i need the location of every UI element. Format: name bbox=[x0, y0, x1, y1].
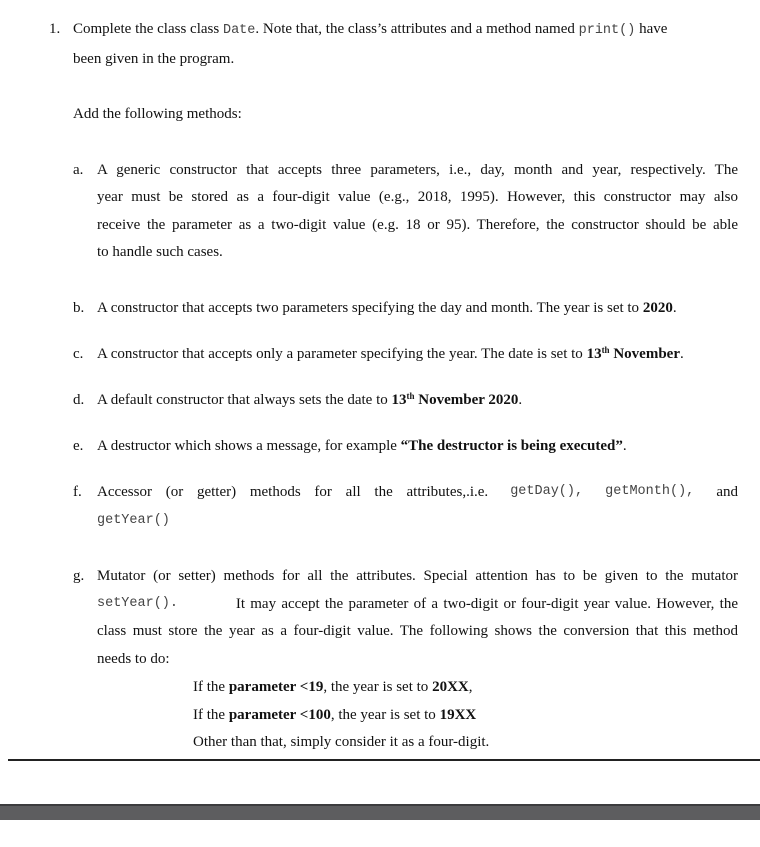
rule-2 bbox=[193, 705, 476, 725]
add-methods-heading: Add the following methods: bbox=[73, 106, 242, 122]
item-c-bold-num: 13 bbox=[586, 346, 602, 362]
item-a-marker: a. bbox=[73, 162, 84, 178]
setyear-code: setYear(). bbox=[97, 596, 179, 611]
intro-text: . Note that, the class’s attributes and a method named bbox=[255, 21, 579, 37]
item-f-line-1 bbox=[97, 482, 738, 502]
intro-line-2: been given in the program. bbox=[73, 51, 235, 67]
item-d-bold-num: 13 bbox=[391, 392, 407, 408]
item-a-line-2: year must be stored as a four-digit value (e.g., 2018, 1995). However, this constructor may also bbox=[97, 189, 738, 205]
bottom-bar bbox=[0, 806, 760, 820]
rule-text: , bbox=[468, 679, 473, 695]
item-c-line bbox=[97, 344, 684, 364]
class-name-code: Date bbox=[222, 23, 256, 38]
item-d-sup: th bbox=[406, 391, 415, 401]
item-e-marker: e. bbox=[73, 438, 84, 454]
horizontal-rule bbox=[8, 759, 760, 761]
rule-text: , the year is set to bbox=[323, 679, 433, 695]
item-g-line-4: needs to do: bbox=[97, 651, 170, 667]
item-d-text: A default constructor that always sets the date to bbox=[97, 392, 392, 408]
item-d-end: . bbox=[518, 392, 523, 408]
rule-bold: parameter <19 bbox=[228, 679, 324, 695]
intro-text: Complete the class class bbox=[73, 21, 223, 37]
item-b-text: A constructor that accepts two parameters specifying the day and month. The year is set to bbox=[97, 300, 643, 316]
item-g-line-2-text: It may accept the parameter of a two-digit or four-digit year value. However, the bbox=[235, 596, 738, 612]
rule-bold: 19XX bbox=[439, 707, 477, 723]
rule-text: If the bbox=[193, 707, 229, 723]
item-b-line bbox=[97, 298, 677, 318]
rule-bold: parameter <100 bbox=[228, 707, 331, 723]
item-b-marker: b. bbox=[73, 300, 85, 316]
item-c-sup: th bbox=[601, 345, 610, 355]
item-c-end: . bbox=[679, 346, 684, 362]
rule-3: Other than that, simply consider it as a four-digit. bbox=[193, 734, 490, 750]
item-e-end: . bbox=[622, 438, 627, 454]
item-g-line-2 bbox=[97, 594, 738, 614]
item-f-line-2 bbox=[97, 509, 170, 531]
item-d-line bbox=[97, 390, 522, 410]
item-c-marker: c. bbox=[73, 346, 84, 362]
item-f-and: and bbox=[716, 484, 738, 500]
item-e-bold: “The destructor is being executed” bbox=[400, 438, 623, 454]
item-g-line-3: class must store the year as a four-digit value. The following shows the conversion that this method bbox=[97, 623, 738, 639]
question-number: 1. bbox=[49, 21, 61, 37]
print-method-code: print() bbox=[578, 23, 636, 38]
item-b-bold: 2020 bbox=[642, 300, 673, 316]
intro-line-1 bbox=[73, 19, 667, 41]
intro-text: have bbox=[635, 21, 668, 37]
item-f-text: Accessor (or getter) methods for all the attributes,.i.e. bbox=[97, 484, 489, 500]
item-b-end: . bbox=[672, 300, 677, 316]
item-a-line-4: to handle such cases. bbox=[97, 244, 223, 260]
item-c-bold-month: November bbox=[609, 346, 680, 362]
item-a-line-1: A generic constructor that accepts three parameters, i.e., day, month and year, respectively. The bbox=[97, 162, 738, 178]
item-e-text: A destructor which shows a message, for example bbox=[97, 438, 401, 454]
item-d-marker: d. bbox=[73, 392, 85, 408]
rule-text: If the bbox=[193, 679, 229, 695]
item-c-text: A constructor that accepts only a parameter specifying the year. The date is set to bbox=[97, 346, 587, 362]
item-d-bold-rest: November 2020 bbox=[414, 392, 519, 408]
item-g-line-1: Mutator (or setter) methods for all the attributes. Special attention has to be given to the mutator bbox=[97, 568, 738, 584]
item-f-marker: f. bbox=[73, 484, 82, 500]
rule-1 bbox=[193, 677, 472, 697]
item-g-marker: g. bbox=[73, 568, 85, 584]
item-e-line bbox=[97, 436, 627, 456]
getmonth-code: getMonth(), bbox=[605, 484, 695, 499]
item-a-line-3: receive the parameter as a two-digit value (e.g. 18 or 95). Therefore, the constructor should be able bbox=[97, 217, 738, 233]
rule-bold: 20XX bbox=[432, 679, 469, 695]
getyear-code: getYear() bbox=[97, 513, 170, 528]
rule-text: , the year is set to bbox=[330, 707, 440, 723]
getday-code: getDay(), bbox=[510, 484, 584, 499]
